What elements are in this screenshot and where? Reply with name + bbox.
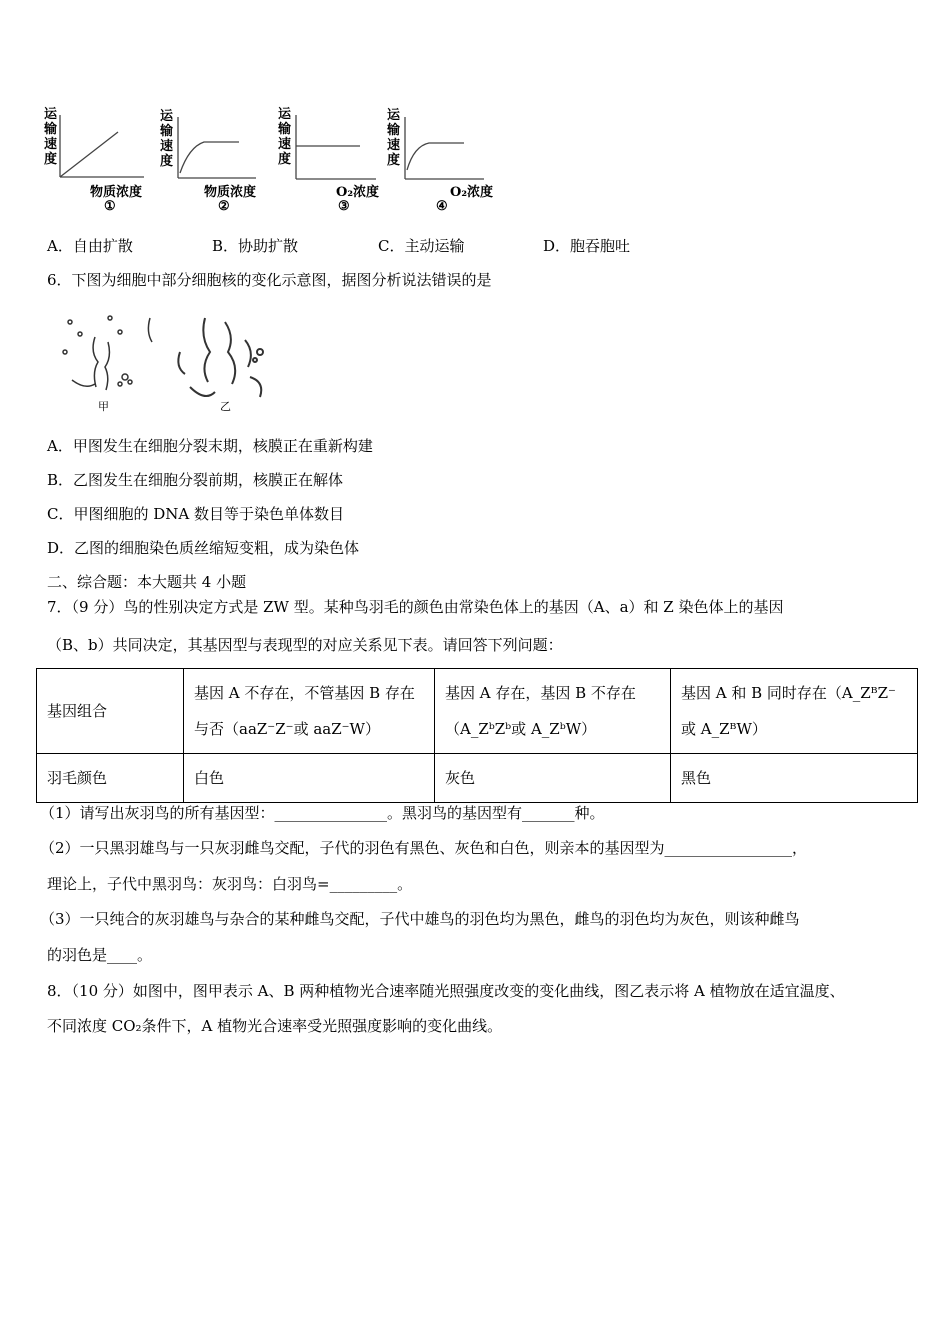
- graph-1: [60, 115, 144, 177]
- q6-option-b: B．乙图发生在细胞分裂前期，核膜正在解体: [47, 471, 344, 489]
- nucleus-jia: [63, 316, 152, 390]
- nucleus-svg: [50, 312, 280, 417]
- graph-1-number: ①: [104, 199, 116, 214]
- graph-3-number: ③: [338, 199, 350, 214]
- q6-stem: 6．下图为细胞中部分细胞核的变化示意图，据图分析说法错误的是: [47, 271, 492, 289]
- table-cell: 黑色: [671, 754, 918, 803]
- fig-label-yi: 乙: [220, 400, 231, 413]
- graph-3-xlabel: O₂浓度: [336, 185, 380, 200]
- table-row: [37, 754, 918, 803]
- q6-option-d: D．乙图的细胞染色质丝缩短变粗，成为染色体: [47, 539, 360, 557]
- graph-3: [296, 115, 376, 179]
- table-cell: 基因 A 存在，基因 B 不存在（A_ZᵇZᵇ或 A_ZᵇW）: [435, 669, 671, 754]
- table-cell: 灰色: [435, 754, 671, 803]
- graph-2-xlabel: 物质浓度: [204, 185, 257, 200]
- q6-option-a: A．甲图发生在细胞分裂末期，核膜正在重新构建: [47, 437, 373, 455]
- q7-sub3-line1: （3）一只纯合的灰羽雄鸟与杂合的某种雌鸟交配，子代中雄鸟的羽色均为黑色，雌鸟的羽色均为灰色，则该种雌鸟: [40, 910, 800, 928]
- q5-option-b: B．协助扩散: [212, 237, 299, 255]
- q5-option-c: C．主动运输: [378, 237, 465, 255]
- nucleus-yi: [178, 318, 263, 397]
- graph-2-number: ②: [218, 199, 230, 214]
- fig-label-jia: 甲: [98, 400, 109, 413]
- q6-option-c: C．甲图细胞的 DNA 数目等于染色单体数目: [47, 505, 344, 523]
- genotype-table: [36, 668, 918, 803]
- q7-stem-line1: 7．（9 分）鸟的性别决定方式是 ZW 型。某种鸟羽毛的颜色由常染色体上的基因（A、a）和 Z 染色体上的基因: [47, 598, 784, 616]
- q7-sub3-line2: 的羽色是____。: [47, 946, 153, 964]
- q7-sub1: （1）请写出灰羽鸟的所有基因型：_______________。黑羽鸟的基因型有_______种。: [40, 804, 605, 822]
- graph-4-ylabel: 运输速度: [387, 108, 401, 168]
- graph-1-xlabel: 物质浓度: [90, 185, 143, 200]
- graph-3-ylabel: 运输速度: [278, 107, 292, 167]
- q7-sub2-line1: （2）一只黑羽雄鸟与一只灰羽雌鸟交配，子代的羽色有黑色、灰色和白色，则亲本的基因型为_________________，: [40, 839, 808, 857]
- nucleus-figure: [50, 312, 280, 417]
- table-cell: 基因 A 和 B 同时存在（A_ZᴮZ⁻或 A_ZᴮW）: [671, 669, 918, 754]
- graph-1-ylabel: 运输速度: [44, 107, 58, 167]
- table-cell: 基因 A 不存在，不管基因 B 存在与否（aaZ⁻Z⁻或 aaZ⁻W）: [184, 669, 435, 754]
- q8-stem-line1: 8．（10 分）如图中，图甲表示 A、B 两种植物光合速率随光照强度改变的变化曲线，图乙表示将 A 植物放在适宜温度、: [47, 982, 845, 1000]
- q7-sub2-line2: 理论上，子代中黑羽鸟：灰羽鸟：白羽鸟=_________。: [47, 875, 413, 893]
- table-cell: 羽毛颜色: [37, 754, 184, 803]
- graph-4-number: ④: [436, 199, 448, 214]
- graph-4-xlabel: O₂浓度: [450, 185, 494, 200]
- graph-2-ylabel: 运输速度: [160, 109, 174, 169]
- transport-rate-graphs: [44, 103, 504, 218]
- table-cell: 基因组合: [37, 669, 184, 754]
- graph-4: [405, 117, 484, 179]
- table-cell: 白色: [184, 754, 435, 803]
- q5-option-a: A．自由扩散: [47, 237, 133, 255]
- graph-2: [178, 117, 256, 178]
- table-row: [37, 669, 918, 754]
- section-heading: 二、综合题：本大题共 4 小题: [47, 573, 247, 591]
- q7-stem-line2: （B、b）共同决定，其基因型与表现型的对应关系见下表。请回答下列问题：: [47, 636, 563, 654]
- q8-stem-line2: 不同浓度 CO₂条件下，A 植物光合速率受光照强度影响的变化曲线。: [47, 1017, 503, 1035]
- q5-option-d: D．胞吞胞吐: [543, 237, 631, 255]
